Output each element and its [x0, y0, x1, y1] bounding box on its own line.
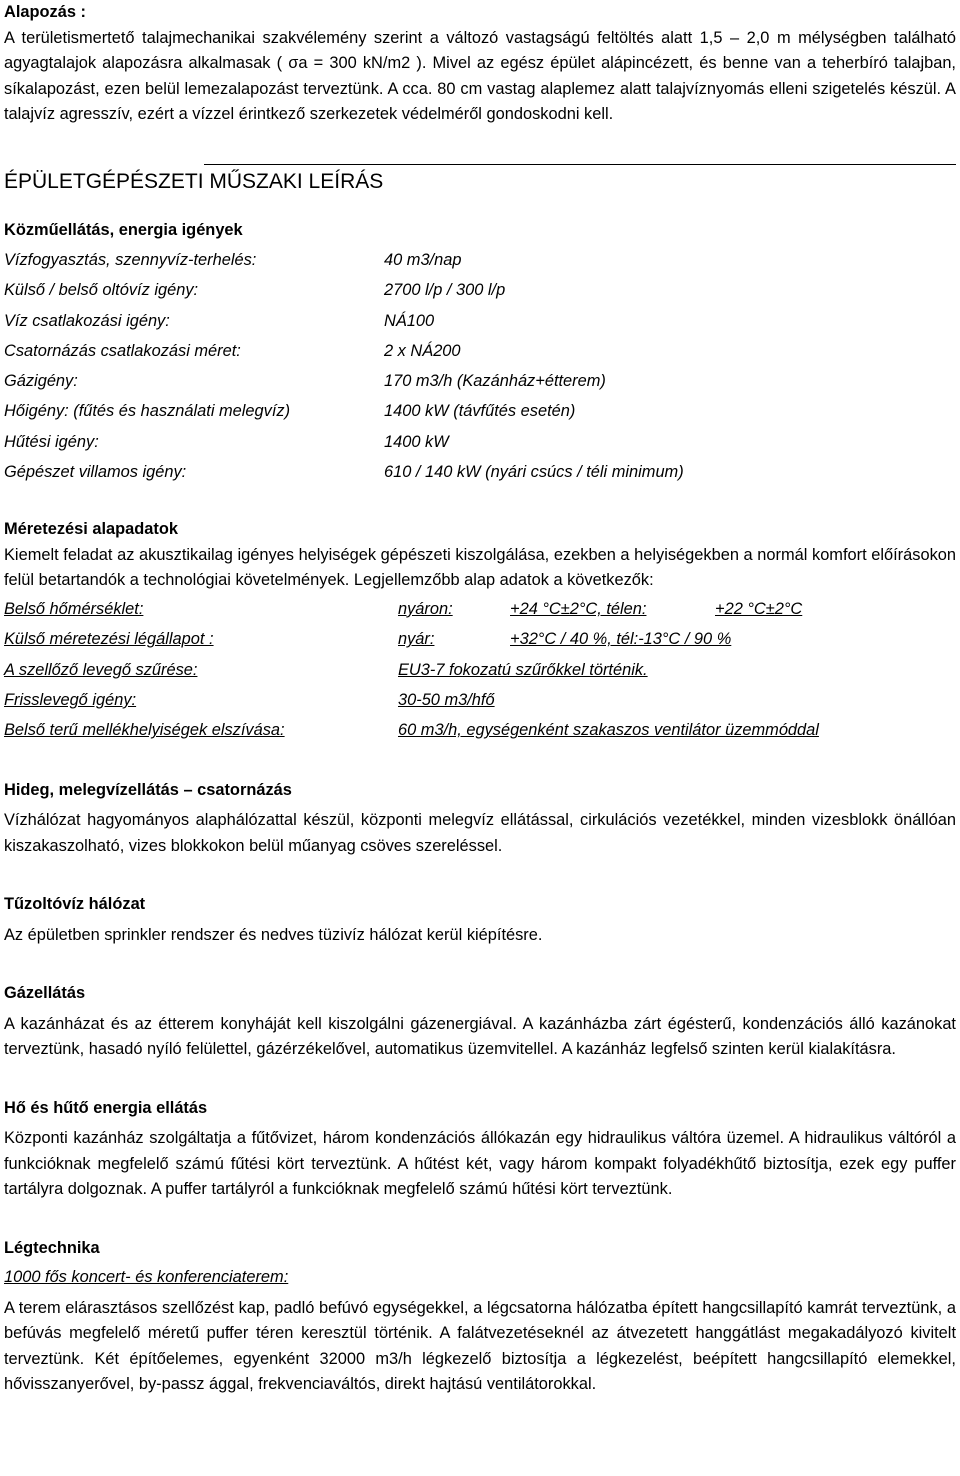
section-title: Közműellátás, energia igények [4, 220, 243, 239]
row-cell: +32°C / 40 %, tél:-13°C / 90 % [510, 630, 732, 649]
table-row [4, 245, 956, 275]
section-title: Gázellátás [4, 984, 86, 1003]
row-value: 170 m3/h (Kazánház+étterem) [384, 372, 606, 391]
row-value: 1400 kW [384, 432, 449, 451]
table-row [4, 336, 956, 366]
row-label: A szellőző levegő szűrése: [4, 660, 198, 679]
subsection-title: 1000 fős koncert- és konferenciaterem: [4, 1268, 289, 1287]
section-alapozas [4, 0, 956, 128]
row-value: 40 m3/nap [384, 251, 462, 269]
row-label: Gépészet villamos igény: [4, 463, 187, 482]
section-kozmu [4, 218, 956, 488]
section-title: Méretezési alapadatok [4, 520, 178, 539]
table-row [4, 715, 956, 745]
paragraph: Vízhálózat hagyományos alaphálózattal készül, központi melegvíz ellátással, cirkulációs vezetékkel, minden vizesblokk önállóan kiszakaszolható, vizes blokkokon belül műanyag csöves szereléssel. [4, 811, 956, 855]
dimensioning-table [4, 594, 956, 746]
row-value: 1400 kW (távfűtés esetén) [384, 402, 576, 421]
row-label: Külső méretezési légállapot : [4, 630, 214, 649]
row-cell: +22 °C±2°C [715, 599, 803, 618]
section-title: Légtechnika [4, 1238, 100, 1257]
row-cell: nyáron: [398, 599, 453, 618]
section-title: Hideg, melegvízellátás – csatornázás [4, 780, 292, 799]
row-label: Vízfogyasztás, szennyvíz-terhelés: [4, 251, 257, 269]
section-hideg [4, 778, 956, 860]
row-label: Víz csatlakozási igény: [4, 311, 170, 330]
section-title: Tűzoltóvíz hálózat [4, 895, 146, 914]
table-row [4, 366, 956, 396]
row-cell: EU3-7 fokozatú szűrőkkel történik. [398, 660, 648, 679]
row-value: 2700 l/p / 300 l/p [384, 281, 506, 300]
row-value: 610 / 140 kW (nyári csúcs / téli minimum) [384, 463, 684, 482]
section-legtechnika [4, 1236, 956, 1398]
row-label: Csatornázás csatlakozási méret: [4, 341, 241, 360]
paragraph: A kazánházat és az étterem konyháját kell kiszolgálni gázenergiával. A kazánházba zárt égésterű, kondenzációs álló kazánokat terveztünk, hasadó nyíló felülettel, gázérzékelővel, automatikus üzemvitellel. A kazánház legfelső szinten kerül kialakításra. [4, 1014, 956, 1059]
section-gaz [4, 981, 956, 1063]
table-row [4, 457, 956, 487]
row-cell: 60 m3/h, egységenként szakaszos ventilátor üzemmóddal [398, 721, 819, 740]
requirements-table [4, 245, 956, 487]
table-row [4, 655, 956, 685]
section-tuzolto [4, 892, 956, 948]
row-label: Gázigény: [4, 372, 78, 391]
row-value: NÁ100 [384, 311, 435, 330]
paragraph: Kiemelt feladat az akusztikailag igényes helyiségek gépészeti kiszolgálása, ezekben a helyiségekben a normál komfort előírásokon felül betartandók a technológiai követelmények. Legjellemzőbb alap adatok a következők: [4, 545, 956, 590]
section-meretezes [4, 517, 956, 745]
row-label: Belső hőmérséklet: [4, 599, 144, 618]
table-row [4, 396, 956, 426]
table-row [4, 275, 956, 305]
row-label: Frisslevegő igény: [4, 691, 137, 710]
table-row [4, 594, 956, 624]
table-row [4, 427, 956, 457]
row-value: 2 x NÁ200 [384, 341, 461, 360]
row-cell: +24 °C±2°C, télen: [510, 599, 647, 618]
row-label: Belső terű mellékhelyiségek elszívása: [4, 721, 285, 740]
row-cell: 30-50 m3/hfő [398, 691, 495, 710]
paragraph: A terem elárasztásos szellőzést kap, padló befúvó egységekkel, a légcsatorna hálózatba épített hangcsillapító kamrát terveztünk, a befúvás megfelelő méretű puffer téren keresztül történik. A falátvezetéseknél az átvezetett hanggátlást megakadályozó kivitelt terveztünk. Két építőelemes, egyenként 32000 m3/h légkezelő biztosítja a légkezelést, beépített hangcsillapító elemekkel, hővisszanyerővel, by-passz ággal, frekvenciaváltós, direkt hajtású ventilátorokkal. [4, 1298, 956, 1394]
paragraph: Az épületben sprinkler rendszer és nedves tüzivíz hálózat kerül kiépítésre. [4, 925, 543, 944]
row-cell: nyár: [398, 630, 435, 649]
paragraph: A területismertető talajmechanikai szakvélemény szerint a változó vastagságú feltöltés alatt 1,5 – 2,0 m mélységben található agyagtalajok alapozásra alkalmasak ( σa = 300 kN/m2 ). Mivel az egész épület alápincézett, és benne van a teherbíró talajban, síkalapozást, ezen belül lemezalapozást terveztünk. A cca. 80 cm vastag alaplemez alatt talajvíznyomás elleni szigetelés készül. A talajvíz agresszív, ezért a vízzel érintkező szerkezetek védelméről gondoskodni kell. [4, 28, 956, 123]
table-row [4, 685, 956, 715]
table-row [4, 624, 956, 654]
main-title-rule [4, 164, 956, 196]
row-label: Hűtési igény: [4, 432, 99, 451]
table-row [4, 306, 956, 336]
main-title: ÉPÜLETGÉPÉSZETI MŰSZAKI LEÍRÁS [4, 169, 384, 193]
row-label: Külső / belső oltóvíz igény: [4, 281, 199, 300]
row-label: Hőigény: (fűtés és használati melegvíz) [4, 402, 291, 421]
section-ho [4, 1096, 956, 1203]
section-title: Hő és hűtő energia ellátás [4, 1098, 208, 1117]
paragraph: Központi kazánház szolgáltatja a fűtővizet, három kondenzációs állókazán egy hidraulikus váltóra üzemel. A hidraulikus váltóról a funkcióknak megfelelő számú fűtési kört terveztünk. A hűtést két, vagy három kompakt folyadékhűtő biztosítja, ezek egy puffer tartályra dolgoznak. A puffer tartályról a funkcióknak megfelelő számú hűtési kört terveztünk. [4, 1129, 956, 1199]
section-title: Alapozás : [4, 3, 86, 21]
